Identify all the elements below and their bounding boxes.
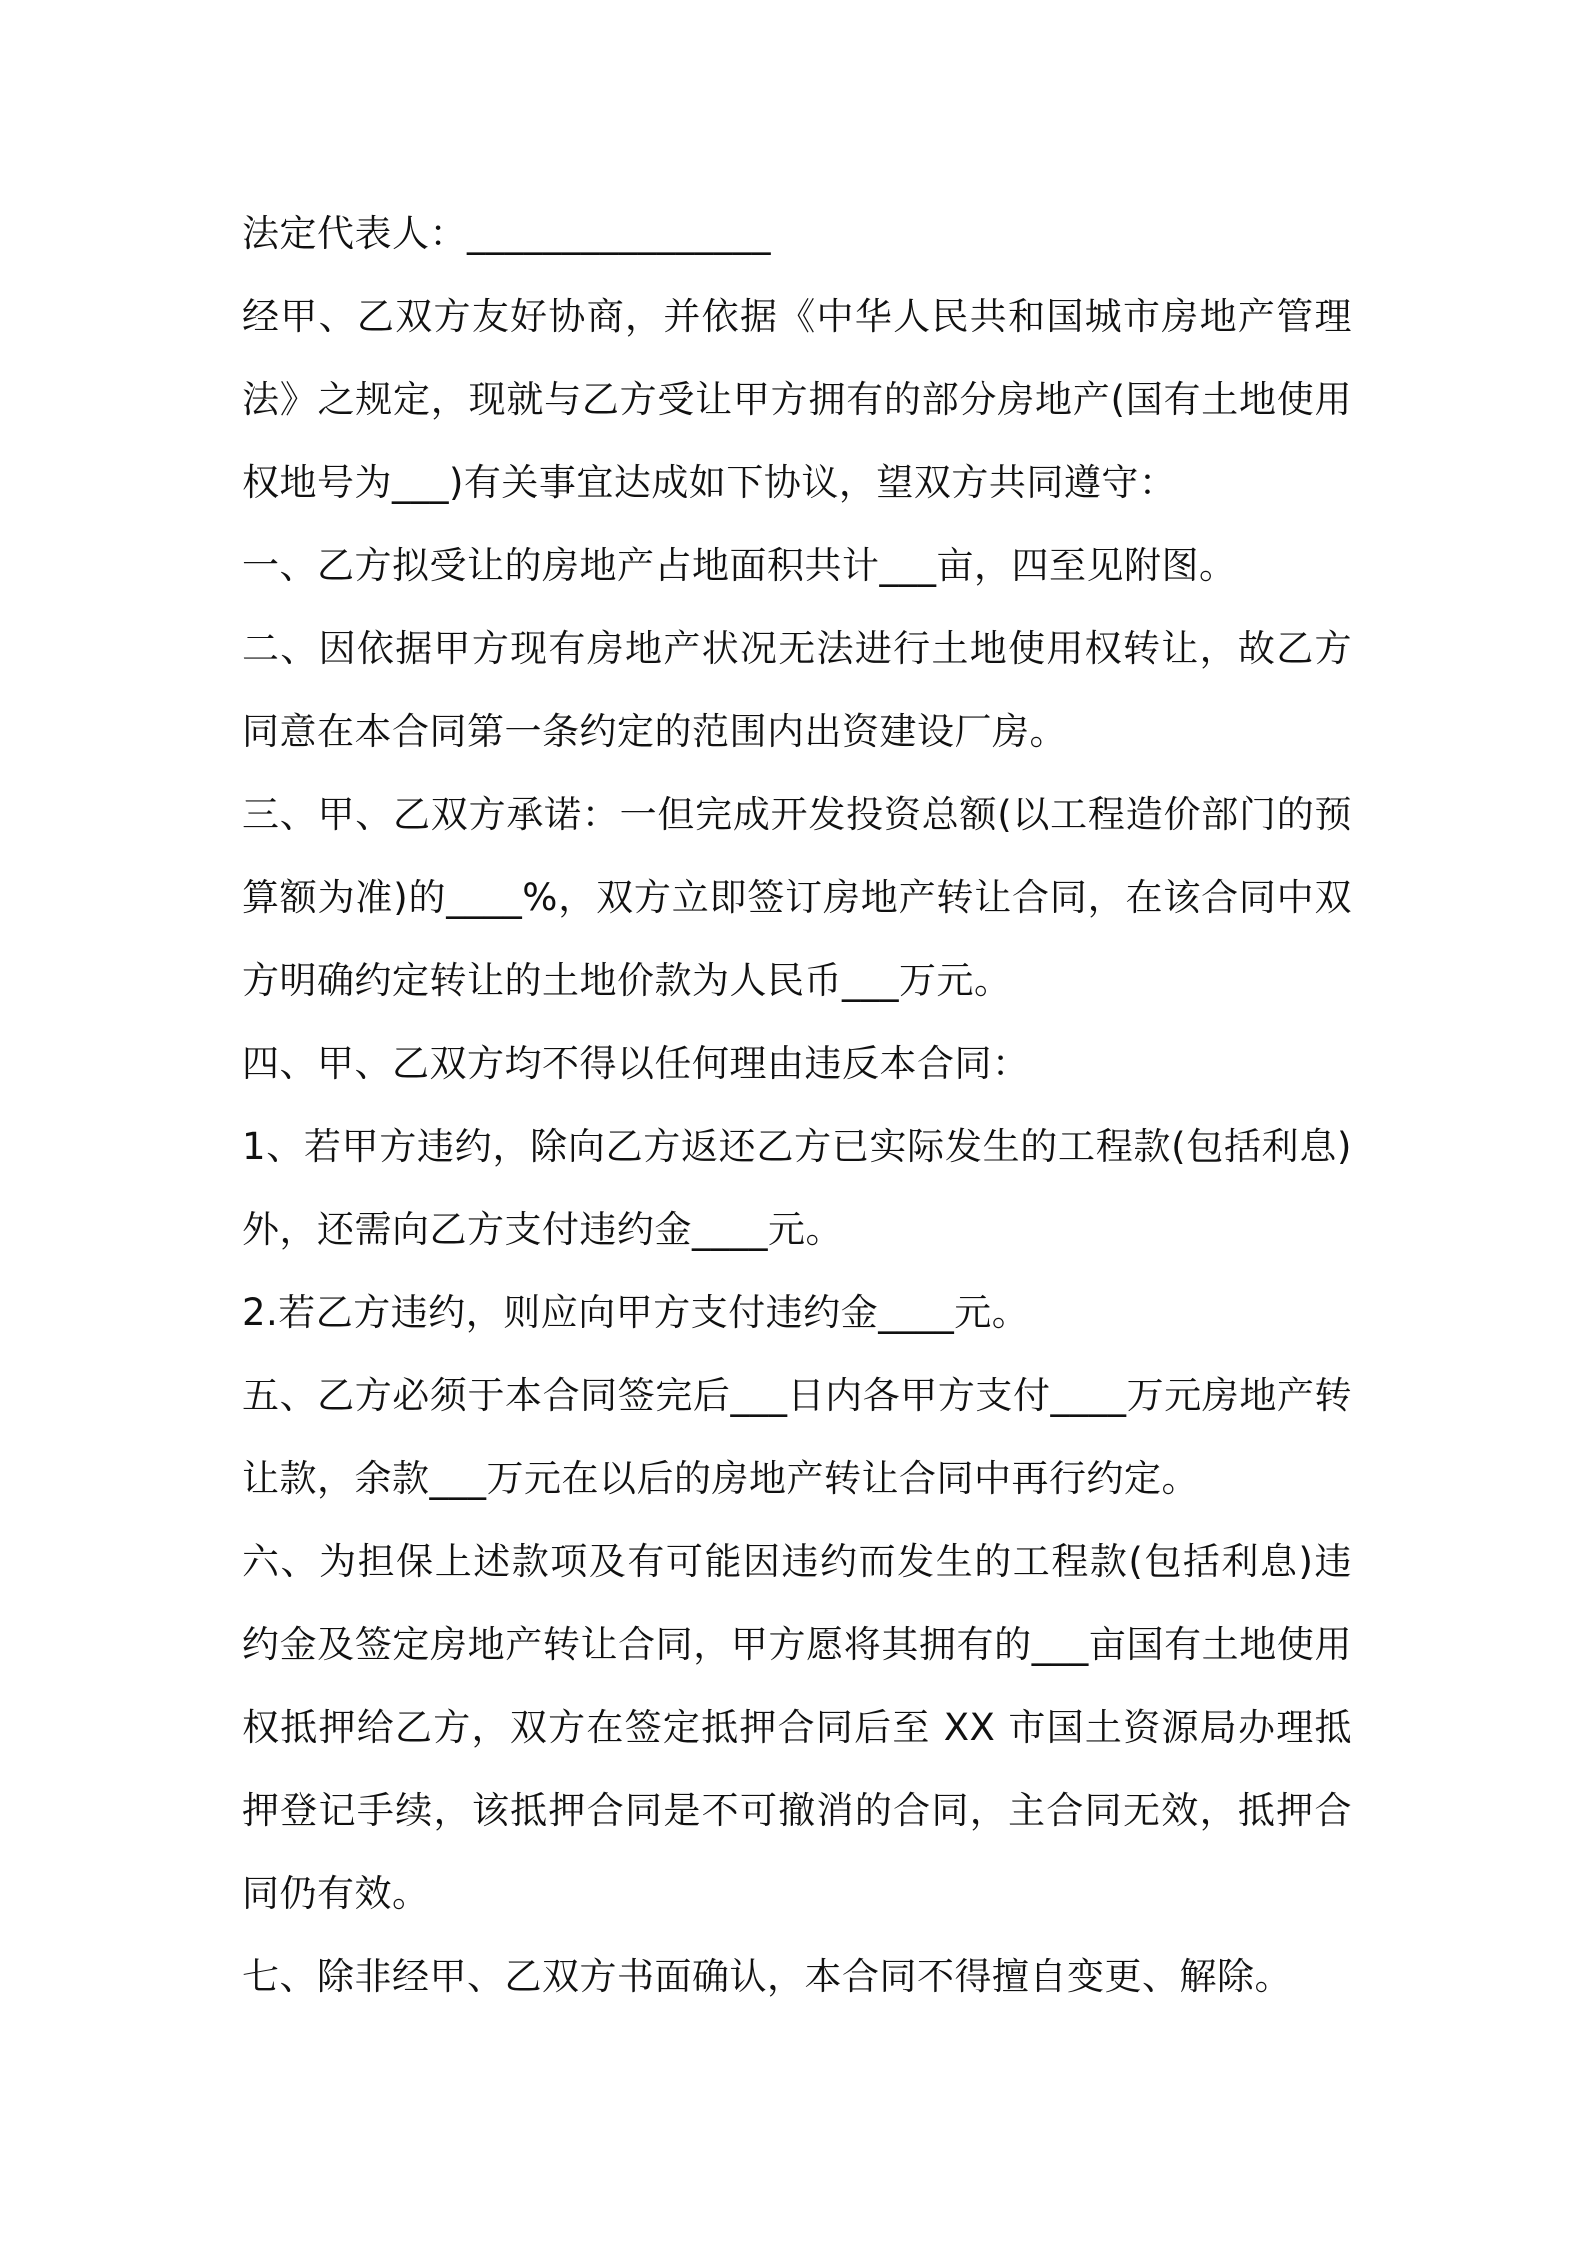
- clause-5: 五、乙方必须于本合同签完后___日内各甲方支付____万元房地产转让款，余款___万元在以后的房地产转让合同中再行约定。: [242, 1374, 1352, 1500]
- clause-3: 三、甲、乙双方承诺：一但完成开发投资总额(以工程造价部门的预算额为准)的____%，双方立即签订房地产转让合同，在该合同中双方明确约定转让的土地价款为人民币___万元。: [242, 793, 1352, 1002]
- clause-6: 六、为担保上述款项及有可能因违约而发生的工程款(包括利息)违约金及签定房地产转让合同，甲方愿将其拥有的___亩国有土地使用权抵押给乙方，双方在签定抵押合同后至 XX 市国土资源局办理抵押登记手续，该抵押合同是不可撤消的合同，主合同无效，抵押合同仍有效。: [242, 1540, 1352, 1915]
- legal-representative-line: 法定代表人：________________: [242, 212, 771, 255]
- clause-4: 四、甲、乙双方均不得以任何理由违反本合同：: [242, 1042, 1030, 1085]
- clause-1: 一、乙方拟受让的房地产占地面积共计___亩，四至见附图。: [242, 544, 1237, 587]
- clause-2: 二、因依据甲方现有房地产状况无法进行土地使用权转让，故乙方同意在本合同第一条约定的范围内出资建设厂房。: [242, 627, 1352, 753]
- clause-4-item-2: 2.若乙方违约，则应向甲方支付违约金____元。: [242, 1291, 1030, 1334]
- clause-4-item-1: 1、若甲方违约，除向乙方返还乙方已实际发生的工程款(包括利息)外，还需向乙方支付违约金____元。: [242, 1125, 1352, 1251]
- clause-7: 七、除非经甲、乙双方书面确认，本合同不得擅自变更、解除。: [242, 1955, 1292, 1998]
- preamble-paragraph: 经甲、乙双方友好协商，并依据《中华人民共和国城市房地产管理法》之规定，现就与乙方受让甲方拥有的部分房地产(国有土地使用权地号为___)有关事宜达成如下协议，望双方共同遵守：: [242, 295, 1352, 504]
- contract-body: [242, 192, 1352, 2018]
